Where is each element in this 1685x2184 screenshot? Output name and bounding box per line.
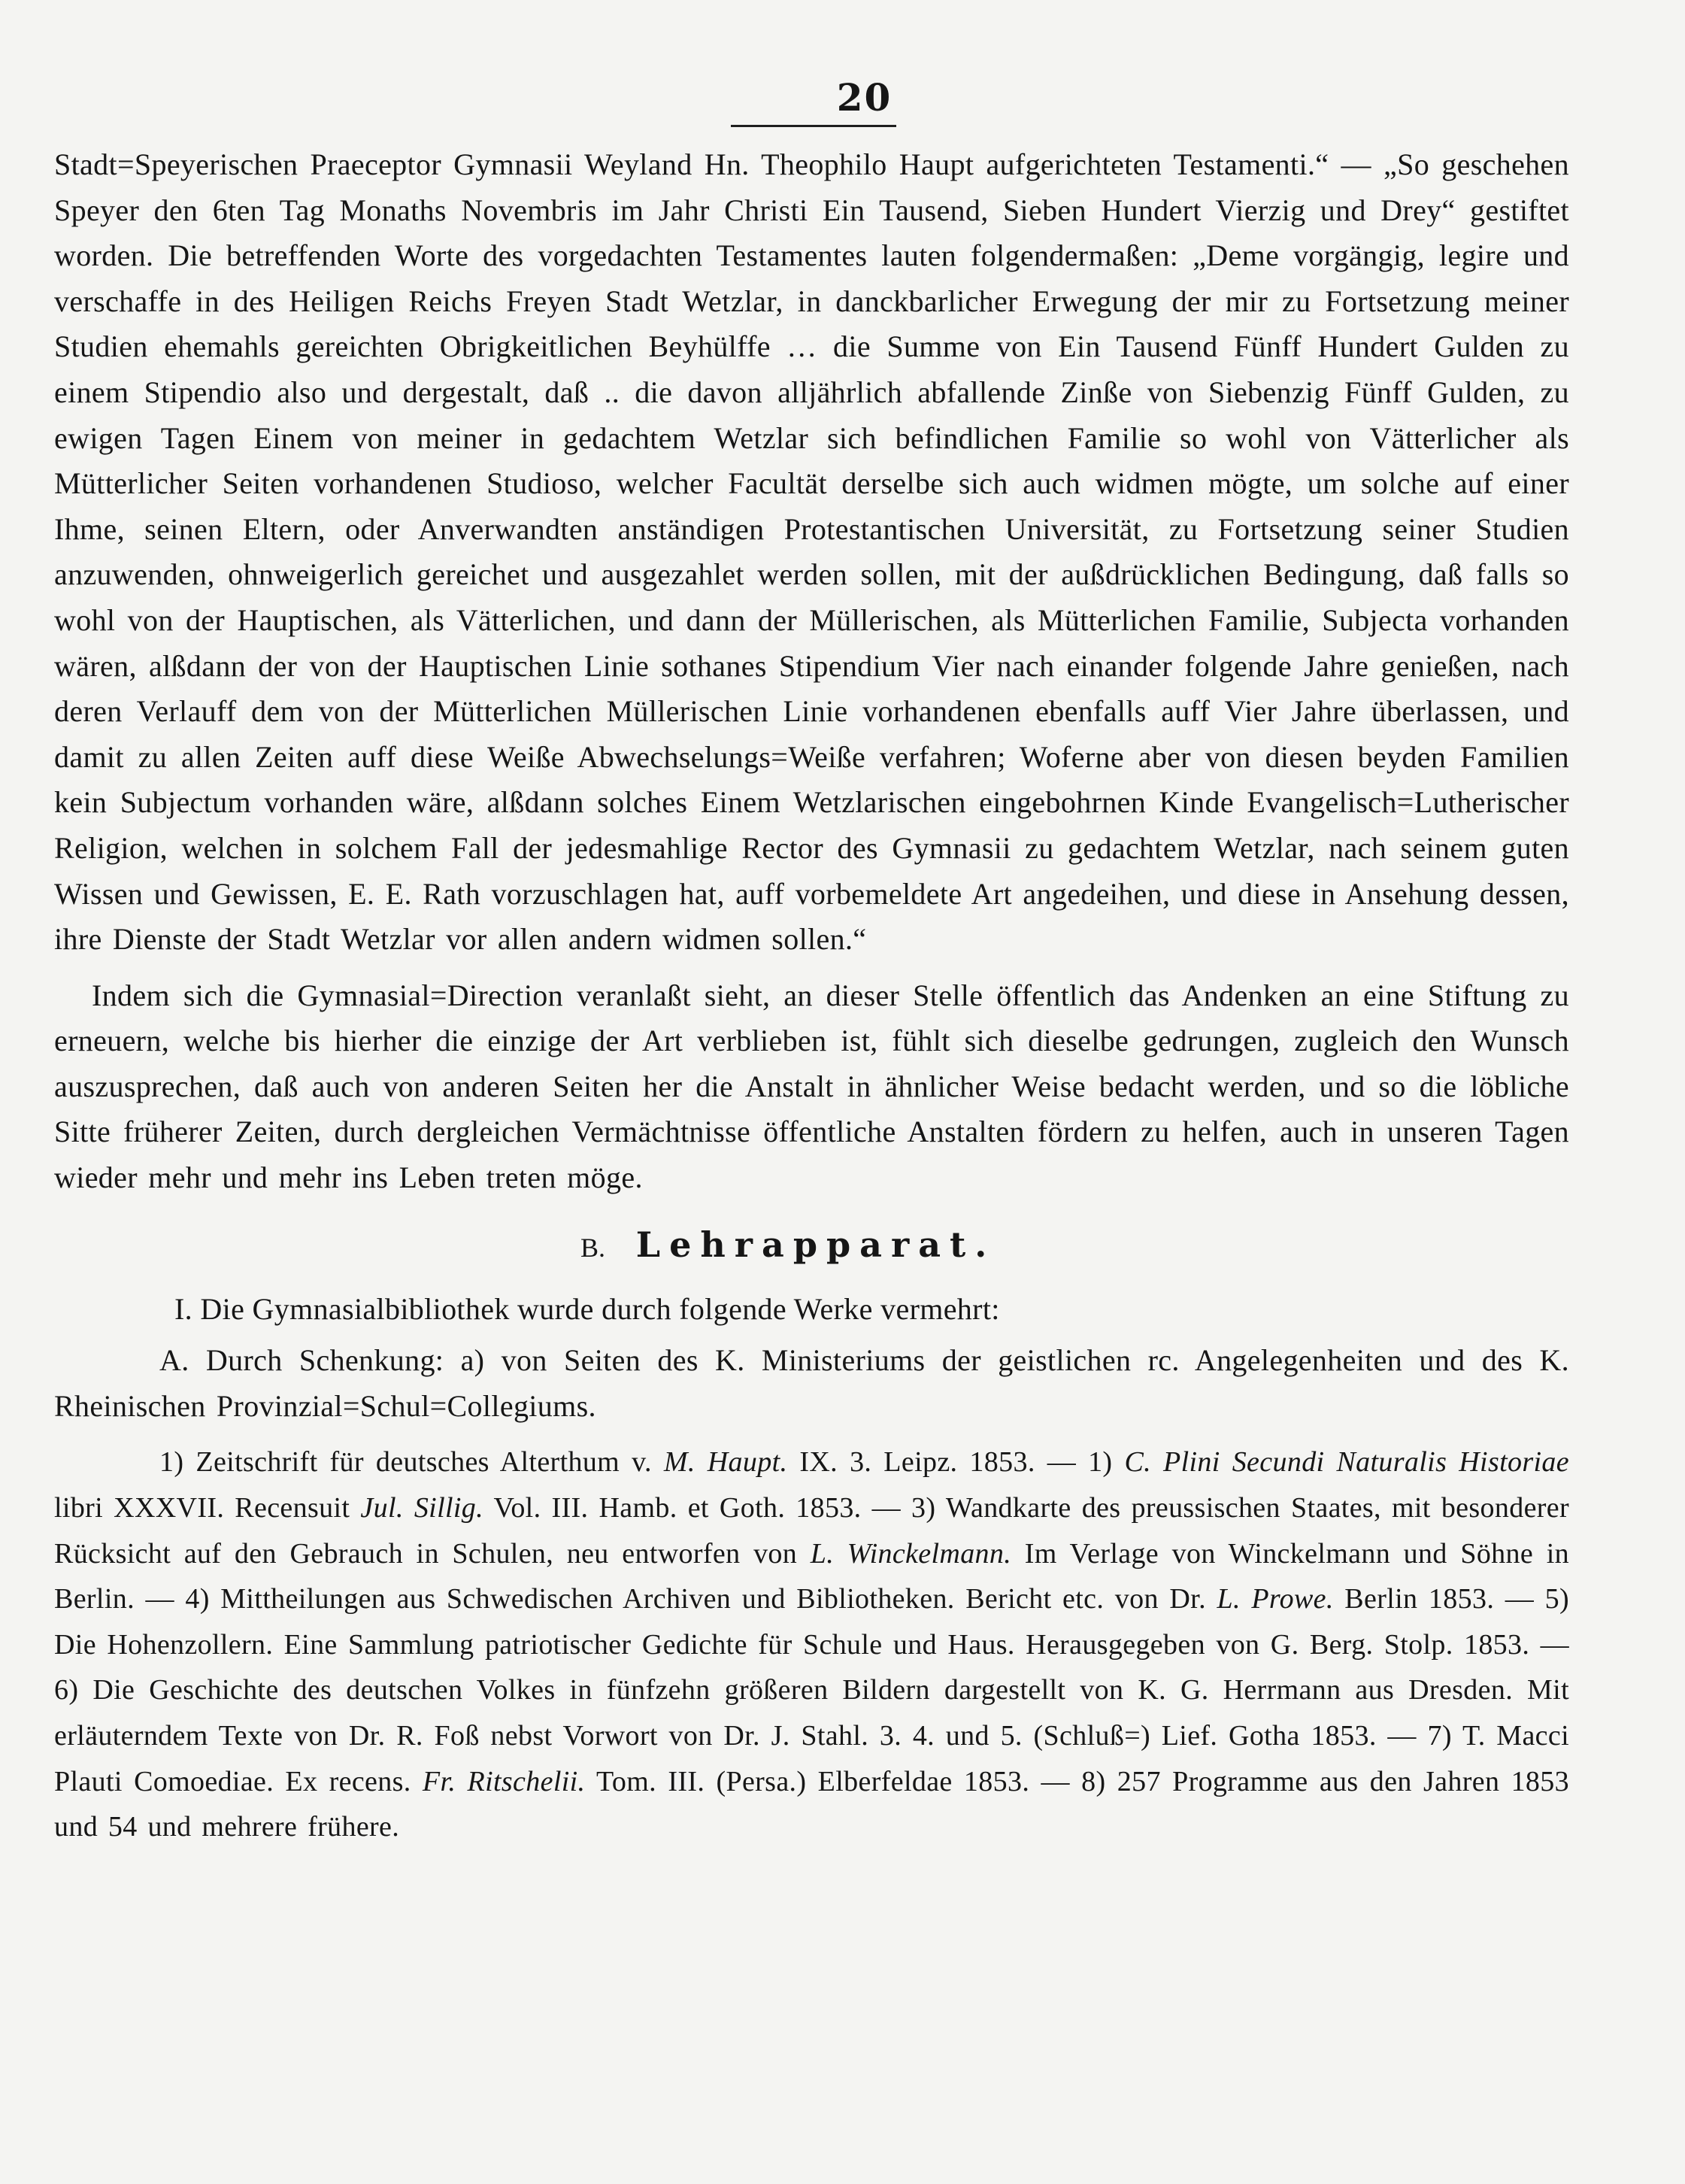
section-heading-b	[54, 1222, 1569, 1270]
entry-text: libri XXXVII. Recensuit	[54, 1492, 350, 1524]
direction-appeal-paragraph: Indem sich die Gymnasial=Direction veranlaßt sieht, an dieser Stelle öffentlich das Andenken an eine Stiftung zu erneuern, welche bis hierher die einzige der Art verblieben ist, fühlt sich dieselbe gedrungen, zugleich den Wunsch auszusprechen, daß auch von anderen Seiten her die Anstalt in ähnlicher Weise bedacht werden, und so die löbliche Sitte früherer Zeiten, durch dergleichen Vermächtnisse öffentliche Anstalten fördern zu helfen, auch in unseren Tagen wieder mehr und mehr ins Leben treten möge.	[54, 978, 1569, 1195]
entry-author: Jul. Sillig.	[360, 1492, 484, 1524]
entry-author: M. Haupt.	[663, 1446, 788, 1479]
entry-author: L. Winckelmann.	[810, 1537, 1012, 1570]
entry-title: C. Plini Secundi Naturalis Historiae	[1124, 1446, 1569, 1479]
section-label: B.	[580, 1232, 606, 1263]
acquisitions-list-paragraph	[54, 1439, 1569, 1849]
entry-text: IX. 3. Leipz. 1853. — 1)	[799, 1446, 1113, 1479]
entry-text: Vol. III. Hamb. et Goth. 1853. — 3) Wandkarte des preussischen Staates, mit besonderer Rücksicht auf den Gebrauch in Schulen, neu entworfen von	[54, 1492, 1570, 1570]
library-heading: I. Die Gymnasialbibliothek wurde durch folgende Werke vermehrt:	[174, 1291, 1000, 1326]
donation-intro-paragraph: A. Durch Schenkung: a) von Seiten des K. Ministeriums der geistlichen rc. Angelegenheiten und des K. Rheinischen Provinzial=Schul=Collegiums.	[54, 1343, 1569, 1423]
document-page	[54, 75, 1569, 1850]
page-number-rule	[731, 125, 896, 127]
entry-text: Im Verlage von Winckelmann und Söhne in Berlin. — 4) Mittheilungen aus Schwedischen Archiven und Bibliotheken. Bericht etc. von Dr.	[54, 1537, 1569, 1615]
entry-text: 1) Zeitschrift für deutsches Alterthum v.	[159, 1446, 652, 1479]
entry-text: Tom. III. (Persa.) Elberfeldae 1853. — 8) 257 Programme aus den Jahren 1853 und 54 und mehrere frühere.	[54, 1765, 1569, 1843]
testament-quote-paragraph: Stadt=Speyerischen Praeceptor Gymnasii Weyland Hn. Theophilo Haupt aufgerichteten Testamenti.“ — „So geschehen Speyer den 6ten Tag Monaths Novembris im Jahr Christi Ein Tausend, Sieben Hundert Vierzig und Drey“ gestiftet worden. Die betreffenden Worte des vorgedachten Testamentes lauten folgendermaßen: „Deme vorgängig, legire und verschaffe in des Heiligen Reichs Freyen Stadt Wetzlar, in danckbarlicher Erwegung der mir zu Fortsetzung meiner Studien ehemahls gereichten Obrigkeitlichen Beyhülffe … die Summe von Ein Tausend Fünff Hundert Gulden zu einem Stipendio also und dergestalt, daß .. die davon alljährlich abfallende Zinße von Siebenzig Fünff Gulden, zu ewigen Tagen Einem von meiner in gedachtem Wetzlar sich befindlichen Familie so wohl von Vätterlicher als Mütterlicher Seiten vorhandenen Studioso, welcher Facultät derselbe sich auch widmen mögte, um solche auf einer Ihme, seinen Eltern, oder Anverwandten anständigen Protestantischen Universität, zu Fortsetzung seiner Studien anzuwenden, ohnweigerlich gereichet und ausgezahlet werden sollen, mit der außdrücklichen Bedingung, daß falls so wohl von der Hauptischen, als Vätterlichen, und dann der Müllerischen, als Mütterlichen Familie, Subjecta vorhanden wären, alßdann der von der Hauptischen Linie sothanes Stipendium Vier nach einander folgende Jahre genießen, nach deren Verlauff dem von der Mütterlichen Müllerischen Linie vorhandenen ebenfalls auff Vier Jahre überlassen, und damit zu allen Zeiten auff diese Weiße Abwechselungs=Weiße verfahren; Woferne aber von diesen beyden Familien kein Subjectum vorhanden wäre, alßdann solches Einem Wetzlarischen eingebohrnen Kinde Evangelisch=Lutherischer Religion, welchen in solchem Fall der jedesmahlige Rector des Gymnasii zu gedachtem Wetzlar, nach seinem guten Wissen und Gewissen, E. E. Rath vorzuschlagen hat, auff vorbemeldete Art angedeihen, und diese in Ansehung dessen, ihre Dienste der Stadt Wetzlar vor allen andern widmen sollen.“	[54, 147, 1569, 957]
page-number: 20	[836, 75, 893, 120]
entry-text: Berlin 1853. — 5) Die Hohenzollern. Eine Sammlung patriotischer Gedichte für Schule und Haus. Herausgegeben von G. Berg. Stolp. 1853. — 6) Die Geschichte des deutschen Volkes in fünfzehn größeren Bildern dargestellt von K. G. Herrmann aus Dresden. Mit erläuterndem Texte von Dr. R. Foß nebst Vorwort von Dr. J. Stahl. 3. 4. und 5. (Schluß=) Lief. Gotha 1853. — 7) T. Macci Plauti Comoediae. Ex recens.	[54, 1583, 1569, 1797]
section-title: Lehrapparat.	[635, 1224, 996, 1265]
entry-author: Fr. Ritschelii.	[422, 1765, 586, 1797]
entry-author: L. Prowe.	[1217, 1583, 1334, 1615]
